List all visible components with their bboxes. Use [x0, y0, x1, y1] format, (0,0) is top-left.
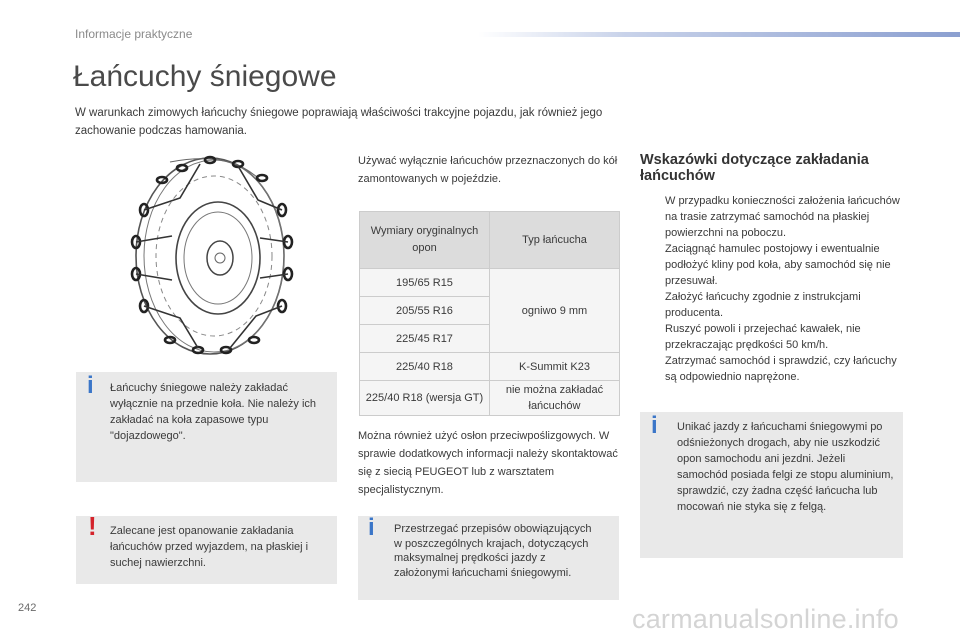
table-cell: 225/40 R18: [360, 353, 490, 381]
table-cell: K-Summit K23: [490, 353, 620, 381]
table-row: [360, 269, 620, 297]
table-header-cell: Wymiary oryginalnych opon: [360, 212, 490, 269]
table-cell: 205/55 R16: [360, 297, 490, 325]
table-row: [360, 353, 620, 381]
intro-text: W warunkach zimowych łańcuchy śniegowe poprawiają właściwości trakcyjne pojazdu, jak również jego zachowanie podczas hamowania.: [75, 107, 603, 137]
table-cell: nie można zakładać łańcuchów: [490, 381, 620, 416]
warning-icon: !: [88, 511, 97, 541]
table-row: [360, 381, 620, 416]
page-title: Łańcuchy śniegowe: [73, 60, 337, 93]
header-accent-bar: [478, 32, 960, 37]
table-cell: ogniwo 9 mm: [490, 269, 620, 353]
tips-list: [643, 193, 905, 385]
list-item: Założyć łańcuchy zgodnie z instrukcjami producenta.: [665, 291, 861, 319]
list-item: Zaciągnąć hamulec postojowy i ewentualnie podłożyć kliny pod koła, aby samochód się nie przesuwał.: [665, 243, 891, 287]
list-item: Zatrzymać samochód i sprawdzić, czy łańcuchy są odpowiednio naprężone.: [665, 355, 897, 383]
page-number: 242: [18, 602, 37, 614]
table-cell: 225/40 R18 (wersja GT): [360, 381, 490, 416]
note-avoid-cleared-roads: i Unikać jazdy z łańcuchami śniegowymi po odśnieżonych drogach, aby nie uszkodzić opon samochodu ani jezdni. Jeżeli samochód posiada felgi ze stopu aluminium, sprawdzić, czy żadna część łańcucha lub mocowań nie styka się z felgą.: [640, 412, 903, 558]
list-item: W przypadku konieczności założenia łańcuchów na trasie zatrzymać samochód na płaskiej powierzchni na poboczu.: [665, 195, 900, 239]
note-front-wheels: i Łańcuchy śniegowe należy zakładać wyłącznie na przednie koła. Nie należy ich zakładać na koła zapasowe typu "dojazdowego".: [76, 372, 337, 482]
wheel-chain-illustration: [110, 150, 310, 360]
info-icon: i: [368, 514, 375, 541]
info-icon: i: [651, 412, 658, 439]
chain-compatibility-text: Używać wyłącznie łańcuchów przeznaczonych do kół zamontowanych w pojeździe.: [358, 155, 618, 185]
note-regulations: i Przestrzegać przepisów obowiązujących w poszczególnych krajach, dotyczących maksymalnej prędkości jazdy z założonymi łańcuchami śniegowymi.: [358, 516, 619, 600]
list-item: Ruszyć powoli i przejechać kawałek, nie przekraczając prędkości 50 km/h.: [665, 323, 861, 351]
anti-skid-text: Można również użyć osłon przeciwpoślizgowych. W sprawie dodatkowych informacji należy skontaktować się z siecią PEUGEOT lub z warsztatem specjalistycznym.: [358, 430, 618, 496]
info-icon: i: [87, 372, 94, 399]
table-cell: 225/45 R17: [360, 325, 490, 353]
header-section: Informacje praktyczne: [75, 27, 193, 41]
tire-chain-table: [359, 211, 620, 416]
table-header-row: [360, 212, 620, 269]
table-header-cell: Typ łańcucha: [490, 212, 620, 269]
note-practice: ! Zalecane jest opanowanie zakładania łańcuchów przed wyjazdem, na płaskiej i suchej nawierzchni.: [76, 516, 337, 584]
tips-title: Wskazówki dotyczące zakładania łańcuchów: [640, 152, 869, 184]
table-cell: 195/65 R15: [360, 269, 490, 297]
watermark: carmanualsonline.info: [632, 604, 899, 634]
